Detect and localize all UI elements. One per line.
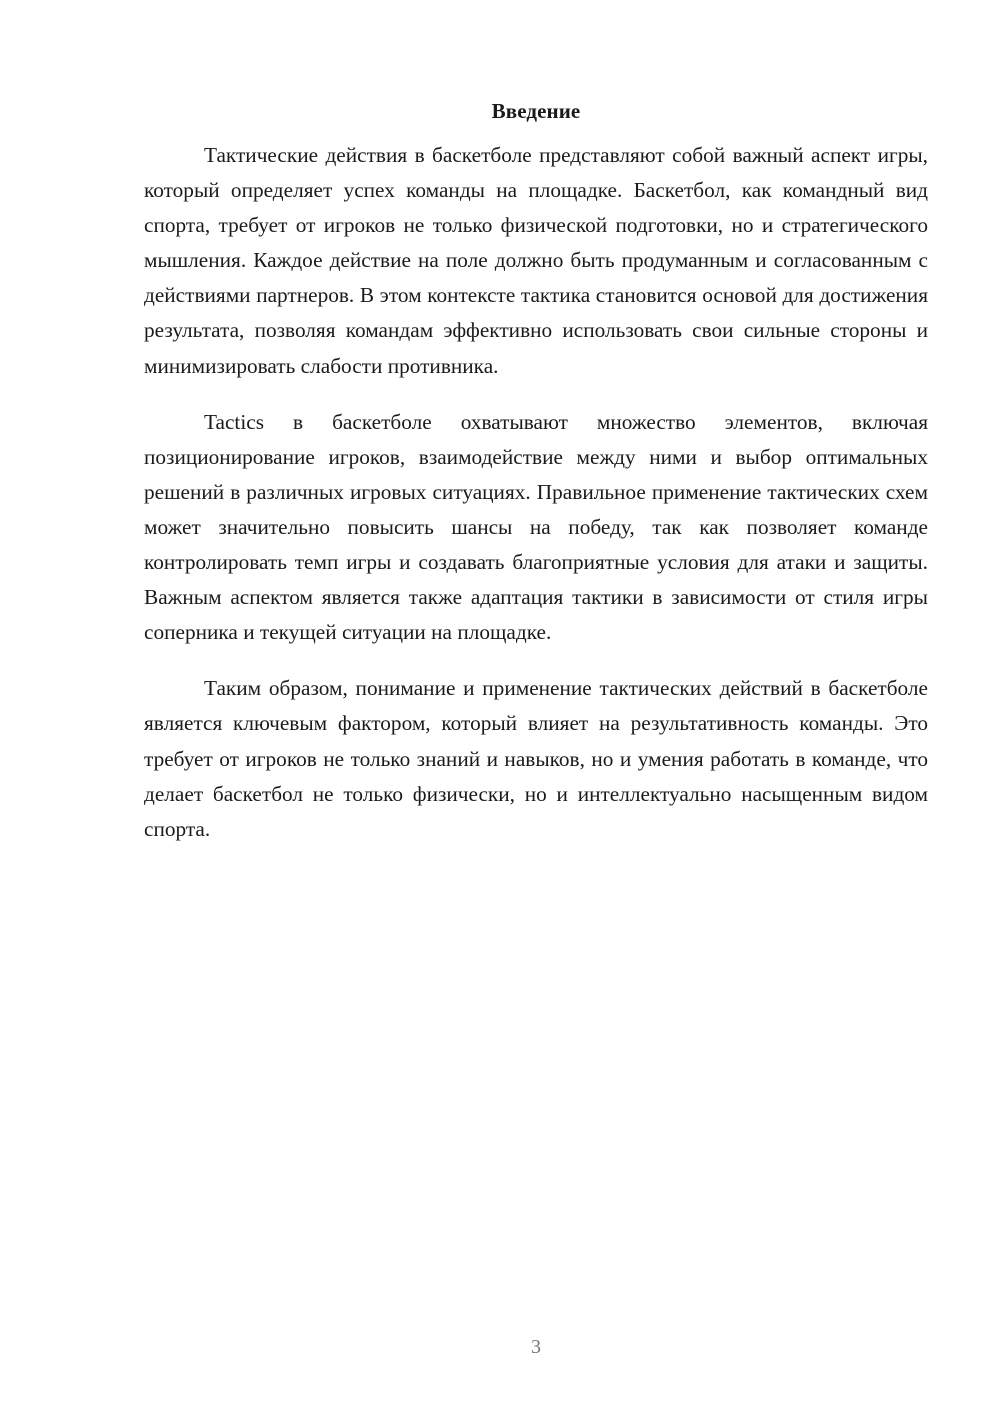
- paragraph-1: Тактические действия в баскетболе представляют собой важный аспект игры, который определяет успех команды на площадке. Баскетбол, как командный вид спорта, требует от игроков не только физической подготовки, но и стратегического мышления. Каждое действие на поле должно быть продуманным и согласованным с действиями партнеров. В этом контексте тактика становится основой для достижения результата, позволяя командам эффективно использовать свои сильные стороны и минимизировать слабости противника.: [144, 143, 928, 378]
- section-heading: Введение: [491, 99, 581, 123]
- page-number: 3: [531, 1336, 541, 1358]
- page-content: [144, 96, 928, 868]
- paragraph-2: Tactics в баскетболе охватывают множество элементов, включая позиционирование игроков, взаимодействие между ними и выбор оптимальных решений в различных игровых ситуациях. Правильное применение тактических схем может значительно повысить шансы на победу, так как позволяет команде контролировать темп игры и создавать благоприятные условия для атаки и защиты. Важным аспектом является также адаптация тактики в зависимости от стиля игры соперника и текущей ситуации на площадке.: [144, 409, 928, 645]
- paragraph-3: Таким образом, понимание и применение тактических действий в баскетболе является ключевым фактором, который влияет на результативность команды. Это требует от игроков не только знаний и навыков, но и умения работать в команде, что делает баскетбол не только физически, но и интеллектуально насыщенным видом спорта.: [144, 676, 928, 841]
